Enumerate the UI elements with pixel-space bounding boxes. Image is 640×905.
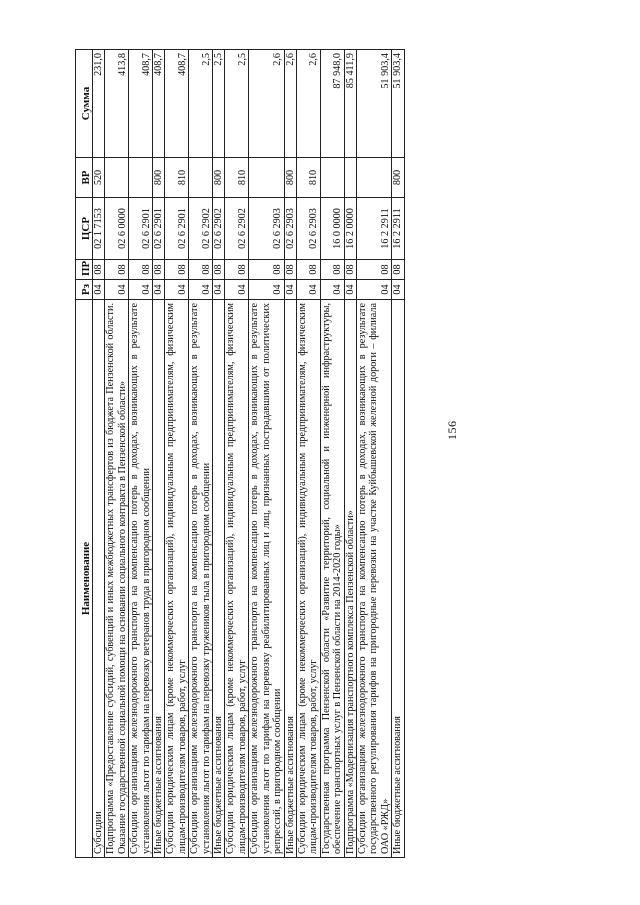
cell-sum: 2,6 xyxy=(284,50,296,158)
cell-name: Государственная программа Пензенской области «Развитие территорий, социальной и инженерной инфраструктуры, обеспечение транспортных услуг в Пензенской области на 2014-2020 годы» xyxy=(320,300,344,858)
cell-csr: 02 6 2903 xyxy=(249,198,284,260)
cell-name: Субсидии организациям железнодорожного транспорта на компенсацию потерь в доходах, возникающих в результате государственного регулирования тарифов на пригородные перевозки на участке Куйбышевской железной дороги – филиала ОАО «РЖД» xyxy=(356,300,391,858)
cell-vr: 800 xyxy=(213,158,225,198)
cell-sum: 87 948,0 xyxy=(320,50,344,158)
cell-pr: 08 xyxy=(213,260,225,280)
cell-vr: 810 xyxy=(225,158,249,198)
budget-table-container xyxy=(75,50,405,858)
cell-rz: 04 xyxy=(249,280,284,300)
cell-name: Иные бюджетные ассигнования xyxy=(284,300,296,858)
cell-vr xyxy=(249,158,284,198)
cell-rz: 04 xyxy=(165,280,189,300)
cell-pr: 08 xyxy=(392,260,404,280)
cell-pr: 08 xyxy=(153,260,165,280)
cell-pr: 08 xyxy=(129,260,153,280)
cell-name: Субсидии юридическим лицам (кроме некоммерческих организаций), индивидуальным предпринимателям, физическим лицам-производителям товаров, работ, услуг xyxy=(165,300,189,858)
table-body xyxy=(93,50,405,858)
cell-name: Иные бюджетные ассигнования xyxy=(153,300,165,858)
cell-vr xyxy=(320,158,344,198)
table-row xyxy=(213,50,225,858)
cell-csr: 02 6 2901 xyxy=(165,198,189,260)
cell-vr: 520 xyxy=(93,158,105,198)
cell-vr: 810 xyxy=(296,158,320,198)
cell-csr: 02 6 2903 xyxy=(284,198,296,260)
cell-rz: 04 xyxy=(296,280,320,300)
table-row xyxy=(153,50,165,858)
cell-csr: 16 2 0000 xyxy=(344,198,356,260)
cell-name: Субсидии организациям железнодорожного транспорта на компенсацию потерь в доходах, возникающих в результате установления льгот по тарифам на перевозку реабилитированных лиц и лиц, признанных пострадавшими от политических репрессий, в пригородном сообщении xyxy=(249,300,284,858)
cell-rz: 04 xyxy=(392,280,404,300)
cell-csr: 02 6 2901 xyxy=(129,198,153,260)
cell-sum: 51 903,4 xyxy=(392,50,404,158)
cell-pr: 08 xyxy=(296,260,320,280)
table-header-row xyxy=(76,50,93,858)
cell-name: Подпрограмма «Предоставление субсидий, субвенций и иных межбюджетных трансфертов из бюджета Пензенской области. Оказание государственной социальной помощи на основании социального контракта в Пензенской области» xyxy=(105,300,129,858)
cell-sum: 231,0 xyxy=(93,50,105,158)
cell-csr: 02 6 2902 xyxy=(225,198,249,260)
cell-pr: 08 xyxy=(320,260,344,280)
cell-rz: 04 xyxy=(213,280,225,300)
cell-name: Субсидии xyxy=(93,300,105,858)
cell-sum: 2,6 xyxy=(296,50,320,158)
cell-rz: 04 xyxy=(105,280,129,300)
cell-pr: 08 xyxy=(165,260,189,280)
cell-rz: 04 xyxy=(189,280,213,300)
cell-csr: 02 1 7153 xyxy=(93,198,105,260)
cell-rz: 04 xyxy=(284,280,296,300)
cell-sum: 85 411,9 xyxy=(344,50,356,158)
cell-name: Иные бюджетные ассигнования xyxy=(213,300,225,858)
cell-pr: 08 xyxy=(344,260,356,280)
table-row xyxy=(129,50,153,858)
cell-rz: 04 xyxy=(129,280,153,300)
cell-rz: 04 xyxy=(93,280,105,300)
header-sum: Сумма xyxy=(76,50,93,158)
page-number: 156 xyxy=(445,420,459,440)
table-row xyxy=(189,50,213,858)
cell-rz: 04 xyxy=(153,280,165,300)
cell-vr xyxy=(356,158,391,198)
budget-table xyxy=(75,49,405,858)
cell-pr: 08 xyxy=(284,260,296,280)
table-row xyxy=(93,50,105,858)
table-row xyxy=(284,50,296,858)
cell-sum: 408,7 xyxy=(165,50,189,158)
table-row xyxy=(296,50,320,858)
cell-pr: 08 xyxy=(225,260,249,280)
cell-name: Субсидии организациям железнодорожного транспорта на компенсацию потерь в доходах, возникающих в результате установления льгот по тарифам на перевозку тружеников тыла в пригородном сообщении xyxy=(189,300,213,858)
cell-sum: 2,5 xyxy=(213,50,225,158)
cell-rz: 04 xyxy=(225,280,249,300)
cell-rz: 04 xyxy=(320,280,344,300)
cell-sum: 2,5 xyxy=(189,50,213,158)
cell-csr: 02 6 2902 xyxy=(213,198,225,260)
cell-name: Субсидии организациям железнодорожного транспорта на компенсацию потерь в доходах, возникающих в результате установления льгот по тарифам на перевозку ветеранов труда в пригородном сообщении xyxy=(129,300,153,858)
cell-csr: 16 2 2911 xyxy=(356,198,391,260)
table-row xyxy=(392,50,404,858)
table-row xyxy=(356,50,391,858)
cell-pr: 08 xyxy=(249,260,284,280)
cell-sum: 2,6 xyxy=(249,50,284,158)
cell-pr: 08 xyxy=(356,260,391,280)
cell-csr: 02 6 2902 xyxy=(189,198,213,260)
cell-csr: 16 0 0000 xyxy=(320,198,344,260)
cell-sum: 2,5 xyxy=(225,50,249,158)
cell-csr: 02 6 2903 xyxy=(296,198,320,260)
header-vr: ВР xyxy=(76,158,93,198)
cell-rz: 04 xyxy=(344,280,356,300)
cell-vr xyxy=(189,158,213,198)
cell-pr: 08 xyxy=(105,260,129,280)
header-rz: Рз xyxy=(76,280,93,300)
cell-sum: 413,8 xyxy=(105,50,129,158)
table-row xyxy=(105,50,129,858)
cell-vr xyxy=(344,158,356,198)
table-row xyxy=(344,50,356,858)
table-row xyxy=(165,50,189,858)
cell-sum: 408,7 xyxy=(129,50,153,158)
cell-sum: 408,7 xyxy=(153,50,165,158)
cell-vr: 800 xyxy=(284,158,296,198)
cell-rz: 04 xyxy=(356,280,391,300)
header-pr: ПР xyxy=(76,260,93,280)
cell-csr: 02 6 2901 xyxy=(153,198,165,260)
cell-name: Субсидии юридическим лицам (кроме некоммерческих организаций), индивидуальным предпринимателям, физическим лицам-производителям товаров, работ, услуг xyxy=(296,300,320,858)
cell-vr xyxy=(105,158,129,198)
table-row xyxy=(320,50,344,858)
cell-name: Субсидии юридическим лицам (кроме некоммерческих организаций), индивидуальным предпринимателям, физическим лицам-производителям товаров, работ, услуг xyxy=(225,300,249,858)
cell-vr: 810 xyxy=(165,158,189,198)
cell-csr: 16 2 2911 xyxy=(392,198,404,260)
cell-vr: 800 xyxy=(392,158,404,198)
cell-vr xyxy=(129,158,153,198)
cell-name: Иные бюджетные ассигнования xyxy=(392,300,404,858)
cell-vr: 800 xyxy=(153,158,165,198)
header-name: Наименование xyxy=(76,300,93,858)
cell-csr: 02 6 0000 xyxy=(105,198,129,260)
table-row xyxy=(225,50,249,858)
table-row xyxy=(249,50,284,858)
cell-sum: 51 903,4 xyxy=(356,50,391,158)
cell-pr: 08 xyxy=(189,260,213,280)
cell-name: Подпрограмма «Модернизация транспортного комплекса Пензенской области» xyxy=(344,300,356,858)
header-csr: ЦСР xyxy=(76,198,93,260)
cell-pr: 08 xyxy=(93,260,105,280)
